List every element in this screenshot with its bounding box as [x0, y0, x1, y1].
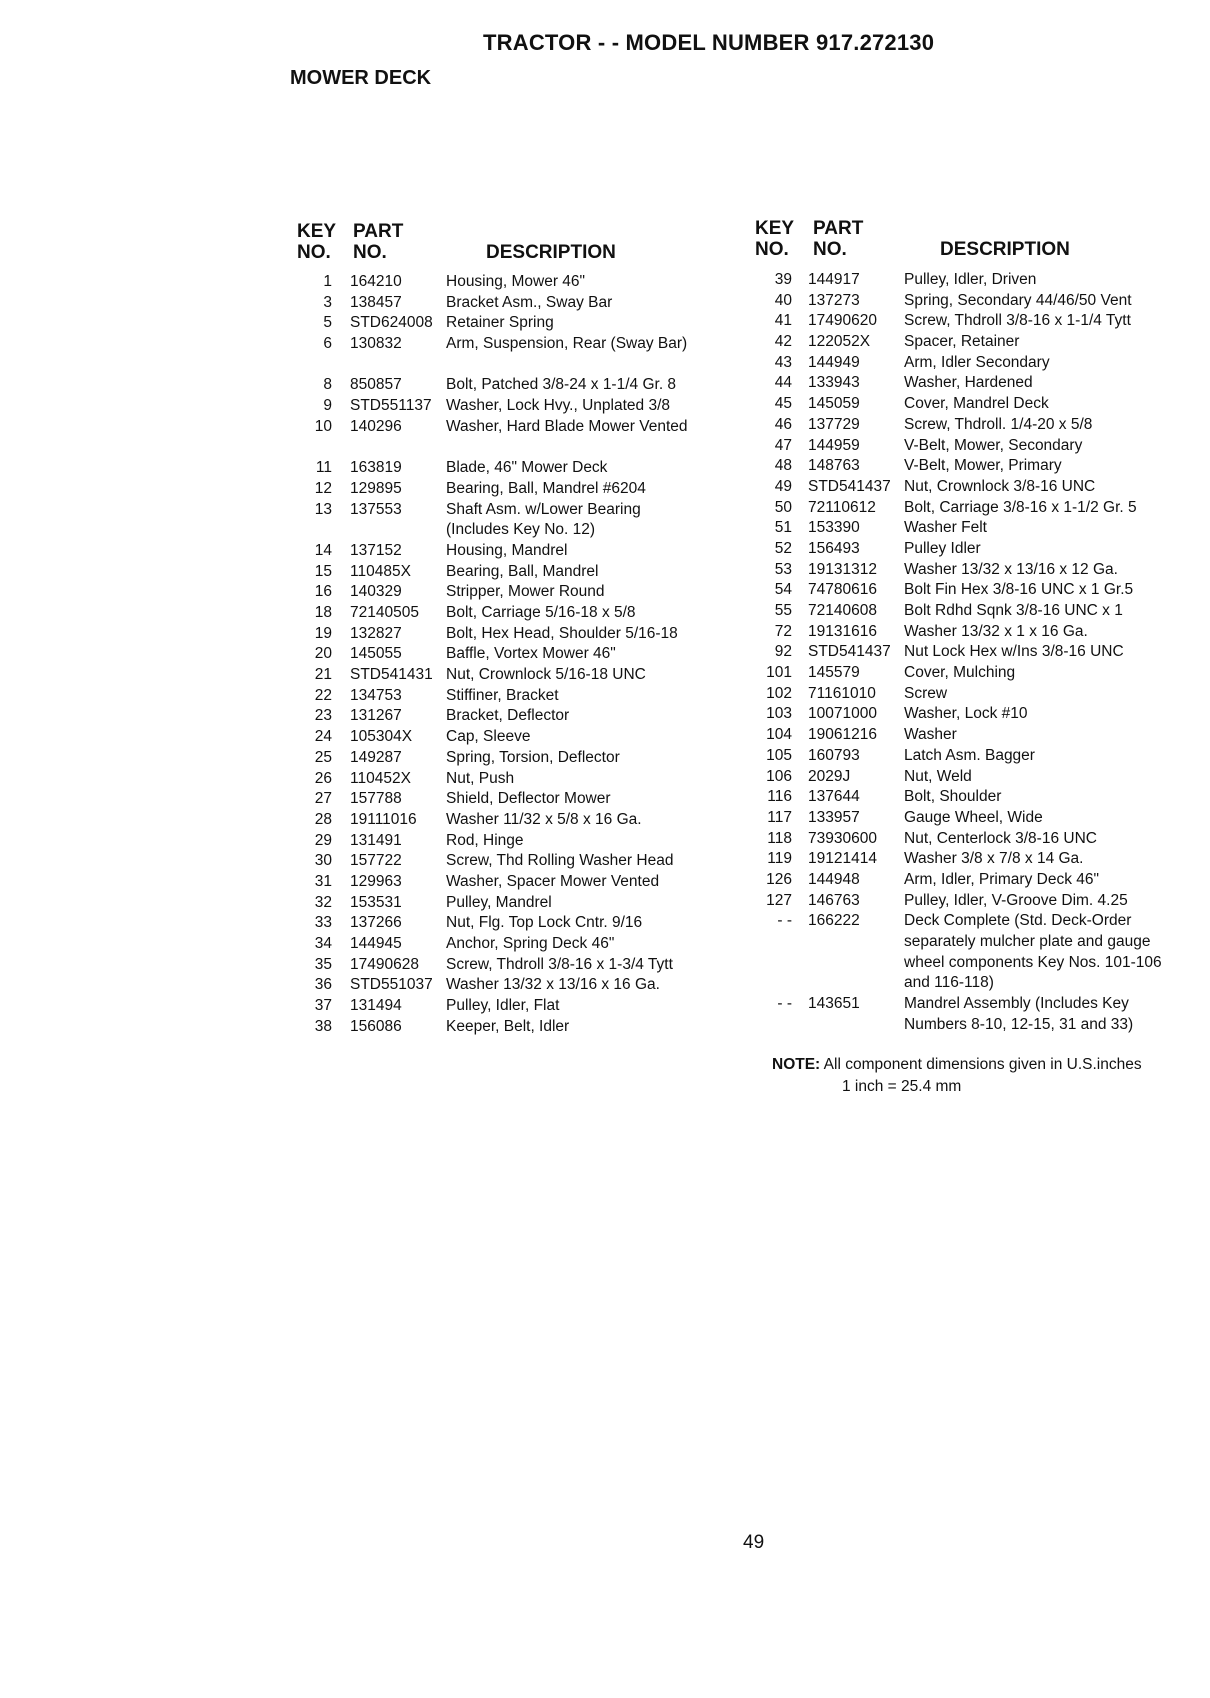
part-number: 71161010 — [808, 684, 876, 702]
part-description: Bolt, Carriage 3/8-16 x 1-1/2 Gr. 5 — [904, 498, 1137, 516]
part-row — [752, 373, 1162, 394]
part-number: 157722 — [350, 852, 402, 870]
part-row — [298, 479, 700, 500]
key-number: 41 — [774, 312, 792, 330]
key-number: - - — [777, 912, 792, 930]
part-description: Housing, Mower 46" — [446, 273, 586, 290]
key-number: 127 — [766, 891, 792, 909]
page-number: 49 — [743, 1532, 765, 1553]
part-row — [752, 808, 1162, 829]
part-row — [298, 624, 700, 645]
part-number: 144948 — [808, 870, 860, 888]
part-number: STD551037 — [350, 976, 433, 994]
part-row — [752, 891, 1162, 912]
part-row — [298, 706, 700, 727]
part-description: Nut, Centerlock 3/8-16 UNC — [904, 829, 1097, 847]
key-number: 103 — [766, 705, 792, 723]
page-title: TRACTOR - - MODEL NUMBER 917.272130 — [483, 30, 935, 55]
part-number: 144959 — [808, 436, 860, 454]
part-header-top: PART — [353, 221, 404, 242]
part-number: 166222 — [808, 912, 860, 930]
part-number: 156493 — [808, 539, 860, 557]
part-row — [298, 417, 700, 458]
part-row — [298, 913, 700, 934]
part-number: 73930600 — [808, 829, 877, 847]
part-number: STD551137 — [350, 397, 432, 415]
part-description: Mandrel Assembly (Includes Key Numbers 8-10, 12-15, 31 and 33) — [904, 995, 1134, 1033]
key-number: 11 — [315, 459, 332, 477]
part-description: Anchor, Spring Deck 46" — [446, 935, 615, 953]
part-row — [298, 851, 700, 872]
part-row — [298, 293, 700, 314]
part-number: 163819 — [350, 459, 402, 477]
part-description: Retainer Spring — [446, 314, 554, 332]
part-row — [752, 994, 1162, 1035]
key-number: 14 — [314, 541, 332, 559]
part-row — [298, 955, 700, 976]
key-number: 28 — [314, 810, 332, 828]
part-row — [752, 539, 1162, 560]
part-number: 137273 — [808, 291, 860, 309]
key-number: 13 — [314, 500, 332, 518]
part-row — [298, 665, 700, 686]
part-row — [298, 810, 700, 831]
part-description: Arm, Suspension, Rear (Sway Bar) — [446, 335, 688, 353]
part-description: Washer Felt — [904, 519, 987, 537]
part-description: Bracket Asm., Sway Bar — [446, 293, 613, 311]
part-description: Arm, Idler Secondary — [904, 353, 1050, 371]
key-number: 31 — [314, 872, 332, 890]
key-number: 26 — [314, 769, 332, 787]
part-header-bottom: NO. — [353, 242, 387, 263]
key-number: 38 — [314, 1017, 332, 1035]
part-row — [298, 334, 700, 375]
key-number: 30 — [314, 852, 332, 870]
part-row — [298, 996, 700, 1017]
part-description: Washer, Lock Hvy., Unplated 3/8 — [446, 397, 670, 415]
part-description: Washer 13/32 x 1 x 16 Ga. — [904, 622, 1088, 640]
key-number: 22 — [314, 686, 332, 704]
part-description: Bearing, Ball, Mandrel — [446, 562, 599, 580]
part-number: 132827 — [350, 624, 402, 642]
key-number: 1 — [323, 273, 332, 290]
part-row — [752, 622, 1162, 643]
part-description: Washer, Hardened — [904, 374, 1033, 392]
part-row — [752, 332, 1162, 353]
part-description: Nut, Crownlock 5/16-18 UNC — [446, 666, 646, 684]
parts-list-left — [298, 272, 700, 1037]
part-number: 10071000 — [808, 705, 877, 723]
key-number: 18 — [314, 604, 332, 622]
part-description: Stripper, Mower Round — [446, 583, 605, 601]
part-number: 148763 — [808, 457, 860, 475]
part-row — [298, 934, 700, 955]
part-number: 19121414 — [808, 850, 877, 868]
key-number: 46 — [774, 415, 792, 433]
part-description: V-Belt, Mower, Secondary — [904, 436, 1083, 454]
key-number: 3 — [323, 293, 332, 311]
key-number: 40 — [774, 291, 792, 309]
part-number: 137152 — [350, 541, 402, 559]
key-header-bottom: NO. — [755, 239, 789, 260]
part-row — [752, 580, 1162, 601]
part-number: 110452X — [350, 769, 411, 787]
part-number: 145059 — [808, 395, 860, 413]
note-label: NOTE: — [772, 1056, 821, 1073]
part-row — [298, 727, 700, 748]
part-description: Washer — [904, 726, 957, 744]
key-number: 92 — [774, 643, 792, 661]
part-description: Washer 13/32 x 13/16 x 12 Ga. — [904, 560, 1118, 578]
key-number: 37 — [314, 997, 332, 1015]
part-description: Bolt Fin Hex 3/8-16 UNC x 1 Gr.5 — [904, 581, 1134, 599]
part-number: 74780616 — [808, 581, 877, 599]
part-description: Pulley, Idler, Flat — [446, 997, 560, 1015]
part-description: Cover, Mandrel Deck — [904, 395, 1049, 413]
part-header-top: PART — [813, 218, 864, 239]
key-number: 48 — [774, 457, 792, 475]
key-header-bottom: NO. — [297, 242, 331, 263]
part-row — [752, 415, 1162, 436]
key-number: 49 — [774, 477, 792, 495]
part-number: 146763 — [808, 891, 860, 909]
part-description: Pulley Idler — [904, 539, 981, 557]
part-number: 143651 — [808, 995, 860, 1013]
key-number: 36 — [314, 976, 332, 994]
key-number: 35 — [314, 955, 332, 973]
part-row — [752, 601, 1162, 622]
key-number: 9 — [323, 397, 332, 415]
part-header-bottom: NO. — [813, 239, 847, 260]
part-number: 130832 — [350, 335, 402, 353]
part-description: Cap, Sleeve — [446, 728, 531, 746]
part-row — [298, 541, 700, 562]
part-number: 144949 — [808, 353, 860, 371]
key-number: 19 — [314, 624, 332, 642]
key-header-top: KEY — [755, 218, 795, 239]
part-number: 145579 — [808, 664, 860, 682]
part-number: 131267 — [350, 707, 402, 725]
part-row — [752, 911, 1162, 994]
part-description: Housing, Mandrel — [446, 541, 568, 559]
part-row — [752, 518, 1162, 539]
key-number: 104 — [766, 726, 792, 744]
part-row — [298, 975, 700, 996]
part-row — [752, 746, 1162, 767]
part-number: 850857 — [350, 376, 402, 394]
part-description: Bolt Rdhd Sqnk 3/8-16 UNC x 1 — [904, 602, 1123, 619]
part-row — [752, 498, 1162, 519]
part-row — [752, 704, 1162, 725]
key-number: 5 — [323, 314, 332, 332]
part-number: 140329 — [350, 583, 402, 601]
part-number: 138457 — [350, 293, 402, 311]
part-description: Stiffiner, Bracket — [446, 686, 559, 704]
part-number: 19131616 — [808, 622, 877, 640]
part-row — [752, 560, 1162, 581]
part-row — [752, 477, 1162, 498]
part-number: 72110612 — [808, 498, 876, 516]
part-description: Nut Lock Hex w/Ins 3/8-16 UNC — [904, 643, 1124, 661]
key-number: 43 — [774, 353, 792, 371]
part-number: 133943 — [808, 374, 860, 392]
part-row — [298, 396, 700, 417]
part-description: Pulley, Mandrel — [446, 893, 552, 911]
part-row — [298, 562, 700, 583]
part-row — [298, 582, 700, 603]
part-row — [752, 663, 1162, 684]
part-number: 137644 — [808, 788, 860, 806]
note-conversion: 1 inch = 25.4 mm — [842, 1078, 962, 1095]
key-number: 72 — [774, 622, 792, 640]
part-row — [752, 767, 1162, 788]
key-number: 102 — [766, 684, 792, 702]
part-row — [298, 375, 700, 396]
part-description: Rod, Hinge — [446, 831, 524, 849]
key-number: 47 — [774, 436, 792, 454]
part-row — [298, 893, 700, 914]
part-description: Washer, Hard Blade Mower Vented — [446, 417, 688, 435]
key-number: 54 — [774, 581, 792, 599]
key-number: 101 — [766, 664, 792, 682]
part-number: STD624008 — [350, 314, 433, 332]
part-row — [752, 291, 1162, 312]
key-number: 34 — [314, 935, 332, 953]
key-number: 126 — [766, 870, 792, 888]
part-row — [752, 829, 1162, 850]
part-number: 2029J — [808, 767, 851, 785]
part-description: Washer 13/32 x 13/16 x 16 Ga. — [446, 976, 660, 994]
part-description: Bolt, Shoulder — [904, 788, 1002, 806]
part-row — [752, 353, 1162, 374]
key-number: 119 — [767, 850, 792, 868]
part-number: 153390 — [808, 519, 860, 537]
key-number: 25 — [314, 748, 332, 766]
part-description: Spring, Torsion, Deflector — [446, 748, 620, 766]
part-number: 129895 — [350, 479, 402, 497]
part-row — [752, 436, 1162, 457]
key-number: 29 — [314, 831, 332, 849]
part-number: 160793 — [808, 746, 860, 764]
part-number: 145055 — [350, 645, 402, 663]
description-header: DESCRIPTION — [940, 239, 1070, 260]
part-number: 144945 — [350, 935, 402, 953]
section-title: MOWER DECK — [290, 67, 432, 89]
part-number: STD541431 — [350, 666, 433, 684]
part-row — [298, 272, 700, 293]
part-number: 131491 — [350, 831, 402, 849]
key-number: 32 — [314, 893, 332, 911]
part-number: 164210 — [350, 273, 402, 290]
part-description: Nut, Crownlock 3/8-16 UNC — [904, 477, 1096, 495]
key-number: 24 — [314, 728, 332, 746]
part-description: V-Belt, Mower, Primary — [904, 457, 1062, 475]
dimensions-note — [772, 1054, 1182, 1098]
part-number: 105304X — [350, 728, 413, 746]
key-number: 20 — [314, 645, 332, 663]
key-number: 21 — [314, 666, 332, 684]
part-number: 129963 — [350, 872, 402, 890]
part-row — [298, 748, 700, 769]
part-number: 137266 — [350, 914, 402, 932]
key-number: 105 — [766, 746, 792, 764]
part-row — [298, 872, 700, 893]
part-description: Pulley, Idler, V-Groove Dim. 4.25 — [904, 891, 1128, 909]
part-description: Screw — [904, 684, 948, 702]
part-row — [298, 1017, 700, 1038]
part-row — [298, 789, 700, 810]
key-number: 33 — [314, 914, 332, 932]
part-description: Screw, Thd Rolling Washer Head — [446, 852, 674, 870]
part-number: 72140505 — [350, 604, 419, 622]
part-description: Keeper, Belt, Idler — [446, 1017, 570, 1035]
part-description: Arm, Idler, Primary Deck 46" — [904, 870, 1099, 888]
part-description: Latch Asm. Bagger — [904, 746, 1035, 764]
part-description: Nut, Flg. Top Lock Cntr. 9/16 — [446, 914, 643, 932]
part-number: 149287 — [350, 748, 402, 766]
part-description: Pulley, Idler, Driven — [904, 271, 1037, 288]
part-number: 122052X — [808, 333, 871, 351]
part-description: Screw, Thdroll 3/8-16 x 1-1/4 Tytt — [904, 312, 1131, 330]
part-row — [752, 787, 1162, 808]
key-number: 53 — [774, 560, 792, 578]
part-number: 19061216 — [808, 726, 877, 744]
key-number: 116 — [767, 788, 792, 806]
key-number: 44 — [774, 374, 792, 392]
part-number: 133957 — [808, 808, 860, 826]
part-row — [298, 458, 700, 479]
part-description: Washer, Lock #10 — [904, 705, 1028, 723]
key-number: 55 — [774, 602, 792, 619]
part-row — [752, 642, 1162, 663]
part-row — [752, 684, 1162, 705]
part-number: 153531 — [350, 893, 402, 911]
part-number: 137553 — [350, 500, 402, 518]
key-number: 12 — [314, 479, 332, 497]
part-description: Bolt, Hex Head, Shoulder 5/16-18 — [446, 624, 678, 642]
part-number: 137729 — [808, 415, 860, 433]
key-number: 27 — [314, 790, 332, 808]
part-row — [752, 394, 1162, 415]
part-number: STD541437 — [808, 643, 891, 661]
part-description: Cover, Mulching — [904, 664, 1016, 682]
key-number: 50 — [774, 498, 792, 516]
key-number: 45 — [774, 395, 792, 413]
part-description: Baffle, Vortex Mower 46" — [446, 645, 616, 663]
part-number: 144917 — [808, 271, 860, 288]
part-row — [752, 456, 1162, 477]
part-row — [298, 769, 700, 790]
part-number: 17490628 — [350, 955, 419, 973]
part-description: Spring, Secondary 44/46/50 Vent — [904, 291, 1132, 309]
key-number: 39 — [774, 271, 792, 288]
part-number: 131494 — [350, 997, 402, 1015]
part-number: STD541437 — [808, 477, 891, 495]
key-number: 118 — [767, 829, 792, 847]
part-number: 156086 — [350, 1017, 402, 1035]
key-number: 10 — [314, 417, 332, 435]
part-row — [752, 725, 1162, 746]
part-description: Spacer, Retainer — [904, 333, 1020, 351]
key-number: 23 — [314, 707, 332, 725]
part-row — [298, 603, 700, 624]
part-row — [298, 686, 700, 707]
part-description: Deck Complete (Std. Deck-Order separately mulcher plate and gauge wheel components Key Nos. 101-106 and 116-118) — [904, 912, 1162, 992]
part-row — [752, 311, 1162, 332]
part-number: 72140608 — [808, 602, 877, 619]
key-number: 106 — [766, 767, 792, 785]
part-number: 19131312 — [808, 560, 877, 578]
part-description: Bolt, Patched 3/8-24 x 1-1/4 Gr. 8 — [446, 376, 677, 394]
part-number: 19111016 — [350, 810, 417, 828]
part-description: Bearing, Ball, Mandrel #6204 — [446, 479, 646, 497]
key-number: 16 — [314, 583, 332, 601]
key-number: 6 — [323, 335, 332, 353]
part-description: Washer 3/8 x 7/8 x 14 Ga. — [904, 850, 1084, 868]
part-description: Bracket, Deflector — [446, 707, 570, 725]
key-number: 42 — [774, 333, 792, 351]
part-description: Nut, Weld — [904, 767, 972, 785]
key-number: 8 — [323, 376, 332, 394]
description-header: DESCRIPTION — [486, 242, 616, 263]
part-row — [298, 500, 700, 541]
part-row — [752, 870, 1162, 891]
part-row — [752, 270, 1162, 291]
parts-list-right — [752, 270, 1162, 1036]
key-header-top: KEY — [297, 221, 337, 242]
part-description: Shield, Deflector Mower — [446, 790, 611, 808]
part-description: Washer, Spacer Mower Vented — [446, 872, 660, 890]
part-number: 157788 — [350, 790, 402, 808]
part-description: Screw, Thdroll. 1/4-20 x 5/8 — [904, 415, 1093, 433]
part-number: 110485X — [350, 562, 411, 580]
part-description: Nut, Push — [446, 769, 515, 787]
part-description: Washer 11/32 x 5/8 x 16 Ga. — [446, 810, 642, 828]
part-number: 134753 — [350, 686, 402, 704]
key-number: 52 — [774, 539, 792, 557]
key-number: - - — [777, 995, 792, 1013]
part-description: Blade, 46" Mower Deck — [446, 459, 608, 477]
part-row — [298, 313, 700, 334]
part-description: Shaft Asm. w/Lower Bearing (Includes Key No. 12) — [446, 500, 641, 539]
key-number: 117 — [767, 808, 792, 826]
key-number: 51 — [774, 519, 792, 537]
part-number: 17490620 — [808, 312, 877, 330]
note-text: All component dimensions given in U.S.inches — [823, 1056, 1142, 1073]
part-row — [298, 644, 700, 665]
part-description: Gauge Wheel, Wide — [904, 808, 1043, 826]
part-number: 140296 — [350, 417, 402, 435]
part-row — [752, 849, 1162, 870]
part-description: Bolt, Carriage 5/16-18 x 5/8 — [446, 604, 636, 622]
part-description: Screw, Thdroll 3/8-16 x 1-3/4 Tytt — [446, 955, 673, 973]
key-number: 15 — [314, 562, 332, 580]
part-row — [298, 831, 700, 852]
